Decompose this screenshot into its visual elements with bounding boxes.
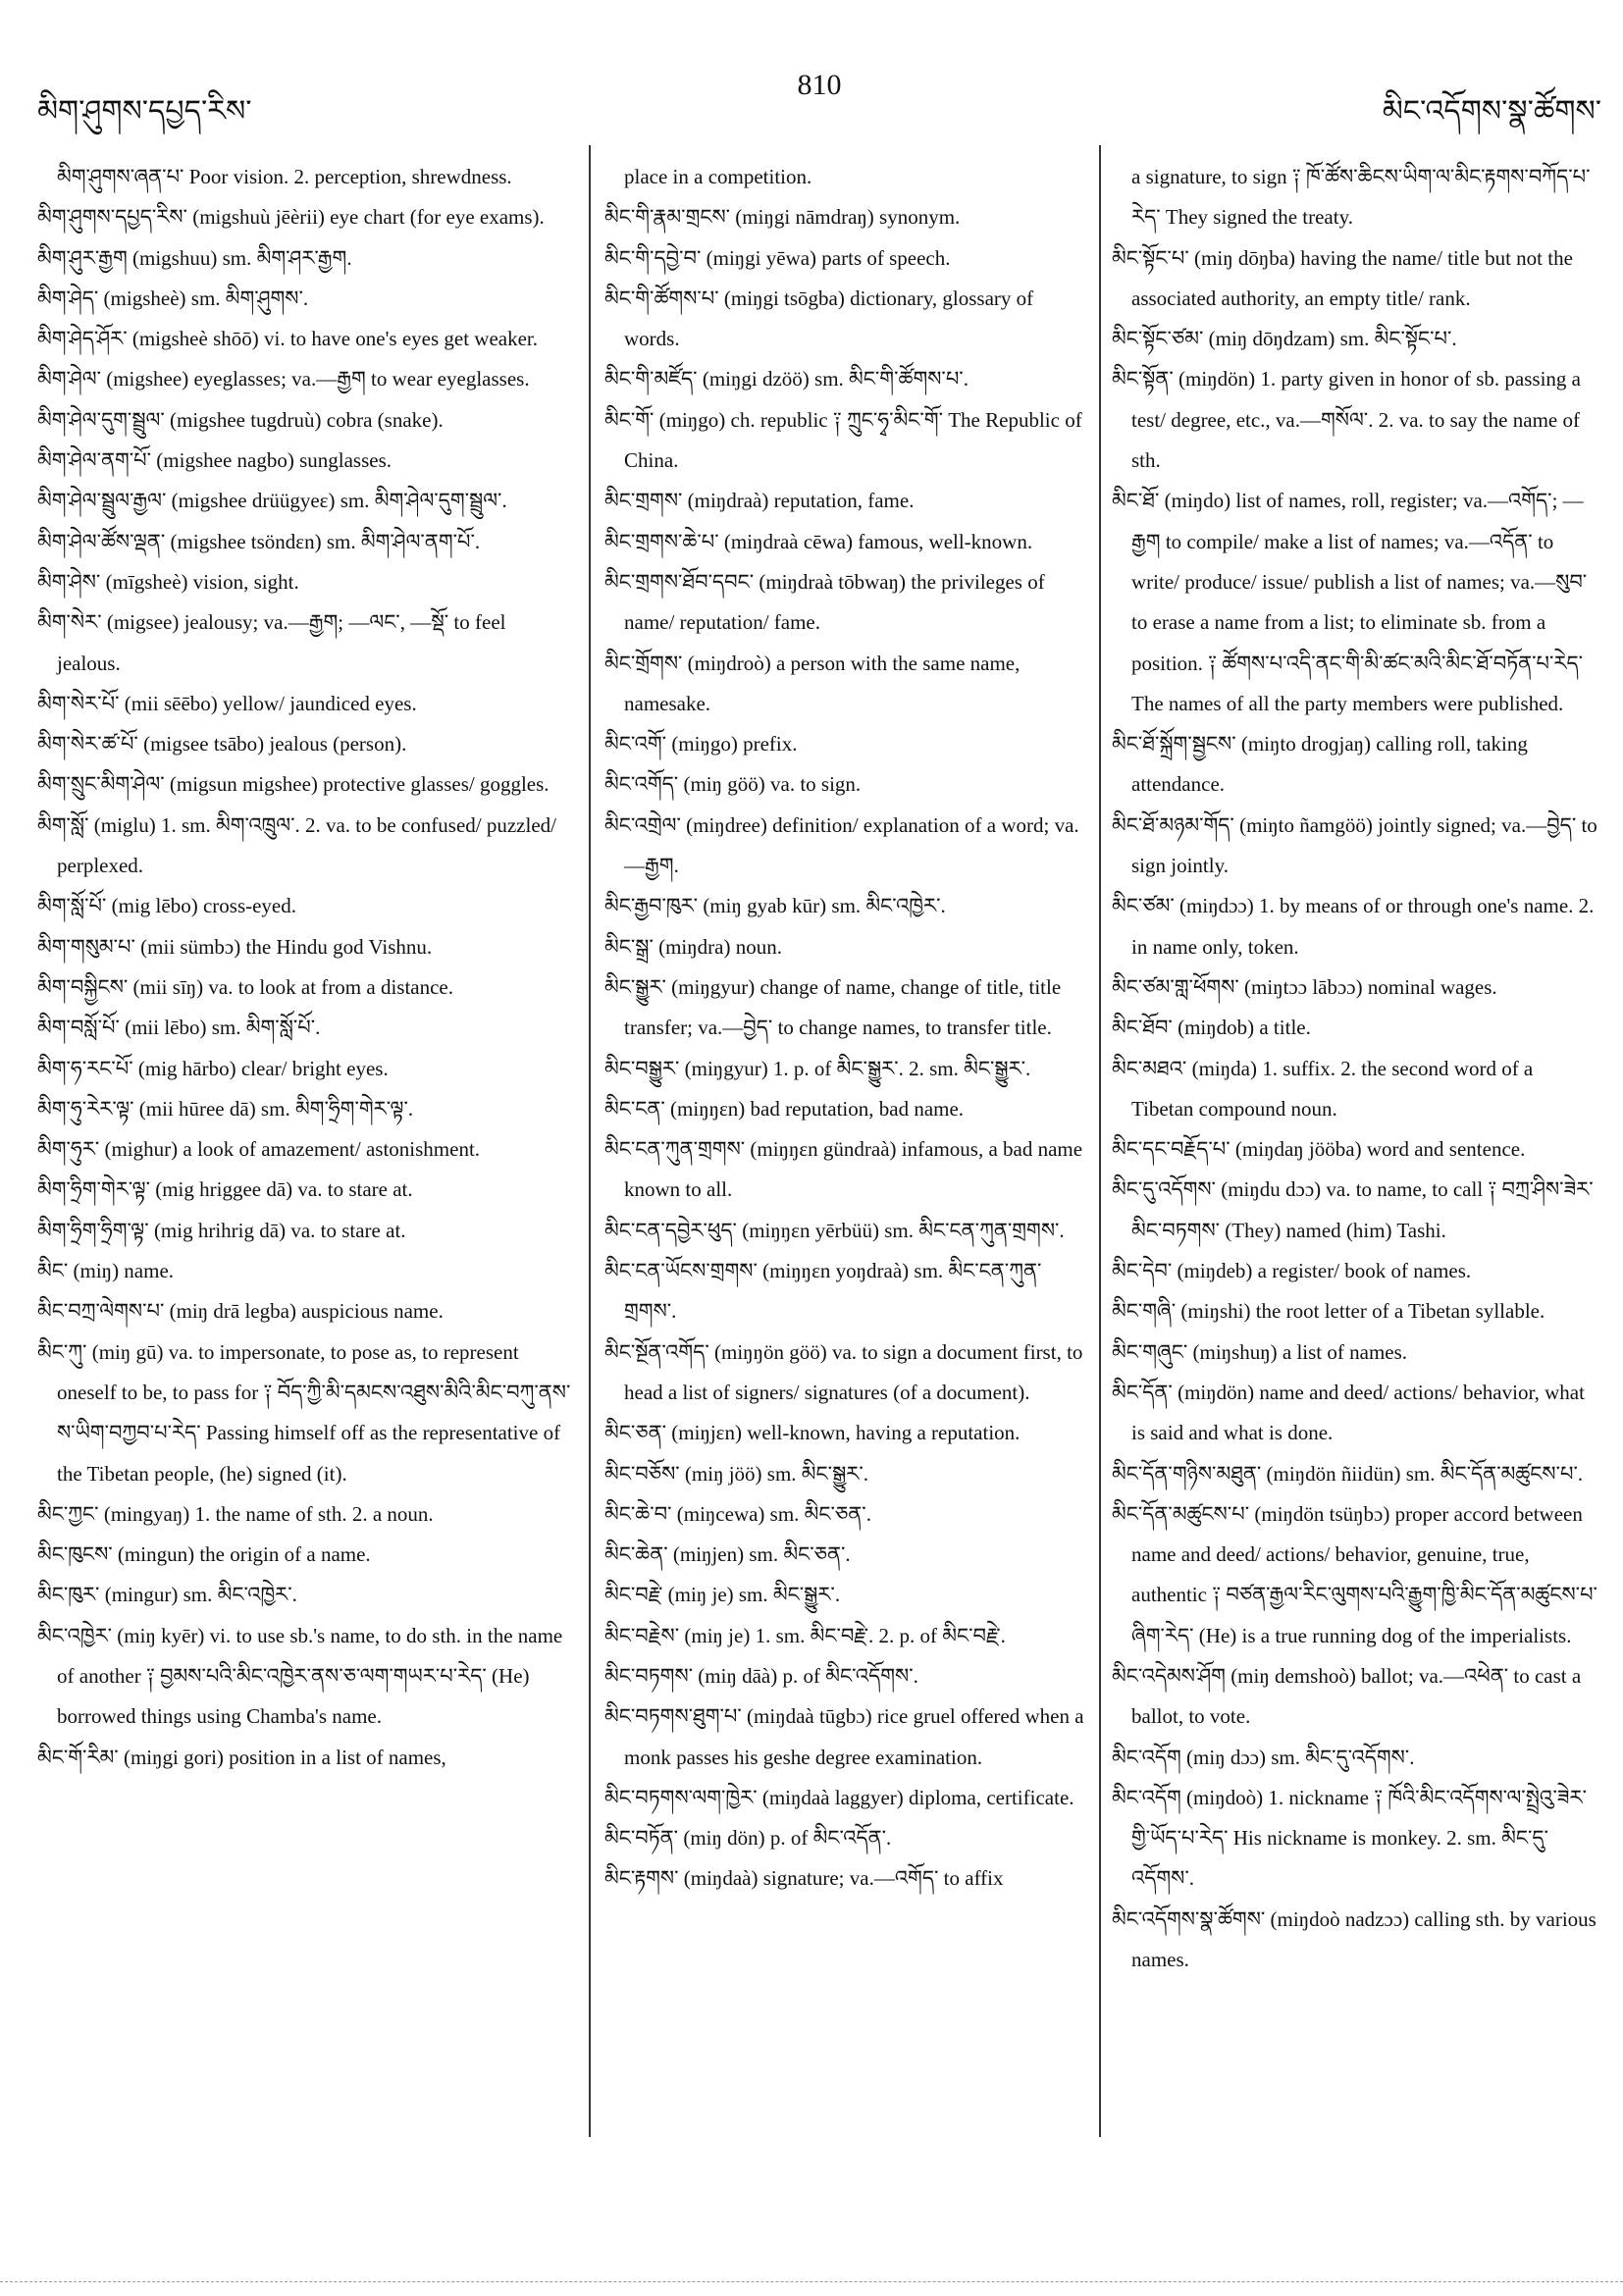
- dictionary-entry: མིང་གྲགས་ (miŋdraà) reputation, fame.: [604, 489, 915, 513]
- dictionary-entry: མིག་ཤུགས་དཔྱད་རིས་ (migshuù jēèrii) eye chart (for eye exams).: [37, 205, 545, 230]
- dictionary-entry: མིང་ཙམ་གླ་ཕོགས་ (miŋtɔɔ lābɔɔ) nominal wages.: [1112, 974, 1497, 999]
- dictionary-entry: མིང་ཆེ་བ་ (miŋcewa) sm. མིང་ཅན་.: [604, 1501, 871, 1526]
- dictionary-entry: མིང་སྟོན་ (miŋdön) 1. party given in honor of sb. passing a test/ degree, etc., va.—གསོལ་. 2. va. to say the name of sth.: [1112, 367, 1581, 473]
- dictionary-entry: མིང་སྟོང་ཙམ་ (miŋ dōŋdzam) sm. མིང་སྟོང་པ་.: [1112, 327, 1457, 351]
- dictionary-entry: མིང་རྒྱབ་ཁུར་ (miŋ gyab kūr) sm. མིང་འཁྱེར་.: [604, 894, 946, 918]
- page-header: [37, 69, 1601, 128]
- dictionary-entry: མིང་ཀུ་ (miŋ gū) va. to impersonate, to pose as, to represent oneself to be, to pass for ༑ བོད་ཀྱི་མི་དམངས་འཐུས་མིའི་མིང་བཀུ་ནས་ས་ཡིག་བཀྱབ་པ་རེད་ Passing himself off as the representative of the Tibetan people, (he) signed (it).: [37, 1339, 571, 1486]
- dictionary-entry: མིང་འདོགས་སྣ་ཚོགས་ (miŋdoò nadzɔɔ) calling sth. by various names.: [1112, 1906, 1597, 1972]
- dictionary-entry: མིག་སྲུང་མིག་ཤེལ་ (migsun migshee) protective glasses/ goggles.: [37, 772, 550, 797]
- dictionary-entry: མིང་ངན་ཡོངས་གྲགས་ (miŋŋɛn yoŋdraà) sm. མིང་ངན་ཀུན་གྲགས་.: [604, 1259, 1042, 1324]
- dictionary-entry: མིང་ (miŋ) name.: [37, 1259, 175, 1283]
- dictionary-entry: མིང་གོ་རིམ་ (miŋgi gori) position in a list of names,: [37, 1745, 446, 1769]
- dictionary-entry: མིང་འདོག (miŋdoò) 1. nickname ༑ ཁོའི་མིང་འདོགས་ལ་སྤྲེའུ་ཟེར་གྱི་ཡོད་པ་རེད་ His nickname is monkey. 2. sm. མིང་དུ་འདོགས་.: [1112, 1785, 1587, 1891]
- dictionary-entry: མིག་ཧྲིག་ཧྲིག་ལྟ་ (mig hrihrig dā) va. to stare at.: [37, 1218, 406, 1242]
- dictionary-entry: མིང་ཐོ་ (miŋdo) list of names, roll, register; va.—འགོད་; —རྒྱག to compile/ make a list of names; va.—འདོན་ to write/ produce/ issue/ publish a list of names; va.—སུབ་ to erase a name from a list; to eliminate sb. from a position. ༑ ཚོགས་པ་འདི་ནང་གི་མི་ཚང་མའི་མིང་ཐོ་བཏོན་པ་རེད་ The names of all the party members were published.: [1112, 489, 1588, 715]
- dictionary-entry: མིང་དེབ་ (miŋdeb) a register/ book of names.: [1112, 1259, 1472, 1283]
- dictionary-entry: མིང་བརྗེས་ (miŋ je) 1. sm. མིང་བརྗེ་. 2. p. of མིང་བརྗེ་.: [604, 1623, 1006, 1647]
- dictionary-entry: མིང་ཀྱང་ (mingyaŋ) 1. the name of sth. 2. a noun.: [37, 1501, 434, 1526]
- dictionary-entry: མིག་ཤེལ་ (migshee) eyeglasses; va.—རྒྱག to wear eyeglasses.: [37, 367, 530, 391]
- dictionary-entry: མིང་འདེམས་ཤོག (miŋ demshoò) ballot; va.—འཕེན་ to cast a ballot, to vote.: [1112, 1663, 1582, 1729]
- dictionary-entry: མིང་ཁུར་ (mingur) sm. མིང་འཁྱེར་.: [37, 1583, 297, 1607]
- dictionary-entry: མིང་ཙམ་ (miŋdɔɔ) 1. by means of or through one's name. 2. in name only, token.: [1112, 894, 1595, 959]
- dictionary-entry: མིང་བསྒྱུར་ (miŋgyur) 1. p. of མིང་སྒྱུར་. 2. sm. མིང་སྒྱུར་.: [604, 1056, 1031, 1080]
- dictionary-entry: མིང་བཀྲ་ལེགས་པ་ (miŋ drā legba) auspicious name.: [37, 1299, 444, 1324]
- dictionary-entry: མིང་གྲགས་ཐོབ་དབང་ (miŋdraà tōbwaŋ) the privileges of name/ reputation/ fame.: [604, 569, 1045, 635]
- dictionary-entry: མིང་གི་ཚོགས་པ་ (miŋgi tsōgba) dictionary, glossary of words.: [604, 286, 1034, 351]
- dictionary-entry: མིང་རྟགས་ (miŋdaà) signature; va.—འགོད་ to affix: [604, 1866, 1004, 1891]
- dictionary-entry: མིང་གྲོགས་ (miŋdroò) a person with the same name, namesake.: [604, 651, 1021, 715]
- dictionary-entry: མིང་བཏགས་ཐུག་པ་ (miŋdaà tūgbɔ) rice gruel offered when a monk passes his geshe degree examination.: [604, 1704, 1084, 1769]
- dictionary-entry: མིང་གཞུང་ (miŋshuŋ) a list of names.: [1112, 1339, 1408, 1364]
- dictionary-entry: མིག་ཤུགས་ཞན་པ་ Poor vision. 2. perception, shrewdness.: [57, 165, 512, 188]
- dictionary-entry: མིག་ཧ་རང་པོ་ (mig hārbo) clear/ bright eyes.: [37, 1056, 389, 1080]
- dictionary-entry: མིང་བཏོན་ (miŋ dön) p. of མིང་འདོན་.: [604, 1826, 892, 1851]
- dictionary-entry: མིང་འདོག (miŋ dɔɔ) sm. མིང་དུ་འདོགས་.: [1112, 1745, 1415, 1769]
- dictionary-entry: མིང་སྟོང་པ་ (miŋ dōŋba) having the name/ title but not the associated authority, an empty title/ rank.: [1112, 245, 1573, 310]
- dictionary-entry: མིག་སེར་ཚ་པོ་ (migsee tsābo) jealous (person).: [37, 732, 407, 757]
- dictionary-entry: མིག་བསྐྱིངས་ (mii sīŋ) va. to look at from a distance.: [37, 974, 453, 999]
- dictionary-entry: མིང་སྔོན་འགོད་ (miŋŋön göö) va. to sign a document first, to head a list of signers/ signatures (of a document).: [604, 1339, 1083, 1404]
- column-divider: [589, 145, 591, 2137]
- header-left-guide-word: མིག་ཤུགས་དཔྱད་རིས་: [37, 94, 252, 129]
- page-number: 810: [797, 69, 842, 101]
- dictionary-entry: a signature, to sign ༑ ཁོ་ཚོས་ཆིངས་ཡིག་ལ་མིང་རྟགས་བཀོད་པ་རེད་ They signed the treaty.: [1131, 165, 1591, 230]
- dictionary-entry: མིག་ཤེད་ཤོར་ (migsheè shōō) vi. to have one's eyes get weaker.: [37, 327, 539, 351]
- dictionary-entry: མིང་འཁྱེར་ (miŋ kyēr) vi. to use sb.'s name, to do sth. in the name of another ༑ བྱམས་པའི་མིང་འཁྱེར་ནས་ཅ་ལག་གཡར་པ་རེད་ (He) borrowed things using Chamba's name.: [37, 1623, 563, 1729]
- dictionary-entry: མིང་མཐའ་ (miŋda) 1. suffix. 2. the second word of a Tibetan compound noun.: [1112, 1056, 1534, 1121]
- dictionary-entry: མིང་དུ་འདོགས་ (miŋdu dɔɔ) va. to name, to call ༑ བཀྲ་ཤིས་ཟེར་མིང་བཏགས་ (They) named (him) Tashi.: [1112, 1177, 1594, 1242]
- dictionary-entry: མིང་ཆེན་ (miŋjen) sm. མིང་ཅན་.: [604, 1542, 851, 1567]
- dictionary-entry: མིག་ཧྲིག་གེར་ལྟ་ (mig hriggee dā) va. to stare at.: [37, 1177, 413, 1202]
- dictionary-entry: མིང་འགོད་ (miŋ göö) va. to sign.: [604, 772, 862, 797]
- column-divider: [1099, 145, 1101, 2137]
- dictionary-entry: མིང་གི་མཛོད་ (miŋgi dzöö) sm. མིང་གི་ཚོགས་པ་.: [604, 367, 969, 391]
- dictionary-entry: མིག་ཤེས་ (mīgsheè) vision, sight.: [37, 569, 299, 594]
- column-1: [37, 157, 572, 1778]
- dictionary-entry: མིག་གསུམ་པ་ (mii sümbɔ) the Hindu god Vishnu.: [37, 934, 433, 959]
- dictionary-entry: མིག་སེར་པོ་ (mii sēēbo) yellow/ jaundiced eyes.: [37, 691, 417, 715]
- dictionary-entry: མིག་སློ་པོ་ (mig lēbo) cross-eyed.: [37, 894, 296, 918]
- dictionary-entry: མིང་ཐོ་མཉམ་གོད་ (miŋto ñamgöö) jointly signed; va.—བྱེད་ to sign jointly.: [1112, 812, 1597, 878]
- dictionary-entry: མིག་ཤེལ་ནག་པོ་ (migshee nagbo) sunglasses.: [37, 448, 393, 473]
- dictionary-entry: མིག་སེར་ (migsee) jealousy; va.—རྒྱག; —ལང་, —སྡོ་ to feel jealous.: [37, 610, 506, 675]
- dictionary-entry: མིག་ཤུར་རྒྱག (migshuu) sm. མིག་ཤར་རྒྱག.: [37, 245, 352, 270]
- dictionary-entry: མིང་དང་བརྗོད་པ་ (miŋdaŋ jööba) word and sentence.: [1112, 1137, 1526, 1162]
- dictionary-entry: མིང་དོན་ (miŋdön) name and deed/ actions/ behavior, what is said and what is done.: [1112, 1380, 1585, 1445]
- dictionary-entry: མིང་ཅན་ (miŋjɛn) well-known, having a reputation.: [604, 1421, 1021, 1445]
- dictionary-entry: མིང་བརྗེ་ (miŋ je) sm. མིང་སྒྱུར་.: [604, 1583, 841, 1607]
- dictionary-entry: མིང་སྒྱུར་ (miŋgyur) change of name, change of title, title transfer; va.—བྱེད་ to change names, to transfer title.: [604, 974, 1062, 1040]
- dictionary-entry: མིང་ངན་ཀུན་གྲགས་ (miŋŋɛn gündraà) infamous, a bad name known to all.: [604, 1137, 1083, 1202]
- dictionary-entry: མིང་ཐོབ་ (miŋdob) a title.: [1112, 1016, 1311, 1040]
- dictionary-entry: མིག་ཤེལ་སྦྲུལ་རྒྱལ་ (migshee drüügyeɛ) sm. མིག་ཤེལ་དུག་སྦྲུལ་.: [37, 489, 507, 513]
- column-2: [604, 157, 1088, 1900]
- dictionary-entry: མིང་བཏགས་ (miŋ dāà) p. of མིང་འདོགས་.: [604, 1663, 918, 1688]
- dictionary-entry: མིག་ཤེད་ (migsheè) sm. མིག་ཤུགས་.: [37, 286, 309, 310]
- dictionary-entry: མིང་སྒྲ་ (miŋdra) noun.: [604, 934, 782, 959]
- dictionary-entry: མིག་བསློ་པོ་ (mii lēbo) sm. མིག་སློ་པོ་.: [37, 1016, 321, 1040]
- dictionary-entry: མིག་ཧུར་ (mighur) a look of amazement/ astonishment.: [37, 1137, 481, 1162]
- dictionary-entry: མིང་ཁུངས་ (mingun) the origin of a name.: [37, 1542, 371, 1567]
- dictionary-entry: མིང་གཞི་ (miŋshi) the root letter of a Tibetan syllable.: [1112, 1299, 1545, 1324]
- dictionary-entry: མིག་ཧུ་རེར་ལྟ་ (mii hūree dā) sm. མིག་ཧྲིག་གེར་ལྟ་.: [37, 1096, 414, 1121]
- dictionary-entry: མིག་ཤེལ་དུག་སྦྲུལ་ (migshee tugdruù) cobra (snake).: [37, 407, 444, 432]
- dictionary-entry: མིག་ཤེལ་ཚོས་ལྡན་ (migshee tsöndɛn) sm. མིག་ཤེལ་ནག་པོ་.: [37, 529, 481, 553]
- dictionary-entry: མིང་འགོ་ (miŋgo) prefix.: [604, 732, 798, 757]
- dictionary-entry: མིང་གྲགས་ཆེ་པ་ (miŋdraà cēwa) famous, well-known.: [604, 529, 1033, 553]
- dictionary-entry: མིག་སློ་ (miglu) 1. sm. མིག་འཁྲུལ་. 2. va. to be confused/ puzzled/ perplexed.: [37, 812, 556, 878]
- dictionary-entry: place in a competition.: [624, 165, 812, 188]
- dictionary-entry: མིང་བཏགས་ལག་ཁྱེར་ (miŋdaà laggyer) diploma, certificate.: [604, 1785, 1074, 1809]
- column-3: [1112, 157, 1597, 1980]
- footer-rule: [0, 2281, 1623, 2282]
- dictionary-entry: མིང་གི་རྣམ་གྲངས་ (miŋgi nāmdraŋ) synonym.: [604, 205, 961, 230]
- dictionary-entry: མིང་ངན་ (miŋŋɛn) bad reputation, bad name.: [604, 1096, 965, 1121]
- dictionary-entry: མིང་གོ་ (miŋgo) ch. republic ༑ ཀྲུང་ཧྭ་མིང་གོ་ The Republic of China.: [604, 407, 1082, 473]
- dictionary-entry: མིང་དོན་མཚུངས་པ་ (miŋdön tsüŋbɔ) proper accord between name and deed/ actions/ behavior, genuine, true, authentic ༑ བཙན་རྒྱལ་རིང་ལུགས་པའི་རྒྱུག་ཁྱི་མིང་དོན་མཚུངས་པ་ཞིག་རེད་ (He) is a true running dog of the imperialists.: [1112, 1501, 1597, 1647]
- dictionary-entry: མིང་ངན་དབྱེར་ཕུད་ (miŋŋɛn yērbüü) sm. མིང་ངན་ཀུན་གྲགས་.: [604, 1218, 1065, 1242]
- dictionary-entry: མིང་དོན་གཉིས་མཐུན་ (miŋdön ñiidün) sm. མིང་དོན་མཚུངས་པ་.: [1112, 1461, 1584, 1486]
- dictionary-entry: མིང་ཐོ་སྐྲོག་སྦྱངས་ (miŋto droɡjaŋ) calling roll, taking attendance.: [1112, 732, 1528, 797]
- dictionary-entry: མིང་འགྲེལ་ (miŋdree) definition/ explanation of a word; va.—རྒྱག.: [604, 812, 1079, 878]
- dictionary-entry: མིང་བཅོས་ (miŋ jöö) sm. མིང་སྒྱུར་.: [604, 1461, 868, 1486]
- dictionary-entry: མིང་གི་དབྱེ་བ་ (miŋgi yēwa) parts of speech.: [604, 245, 951, 270]
- header-right-guide-word: མིང་འདོགས་སྣ་ཚོགས་: [1382, 94, 1601, 129]
